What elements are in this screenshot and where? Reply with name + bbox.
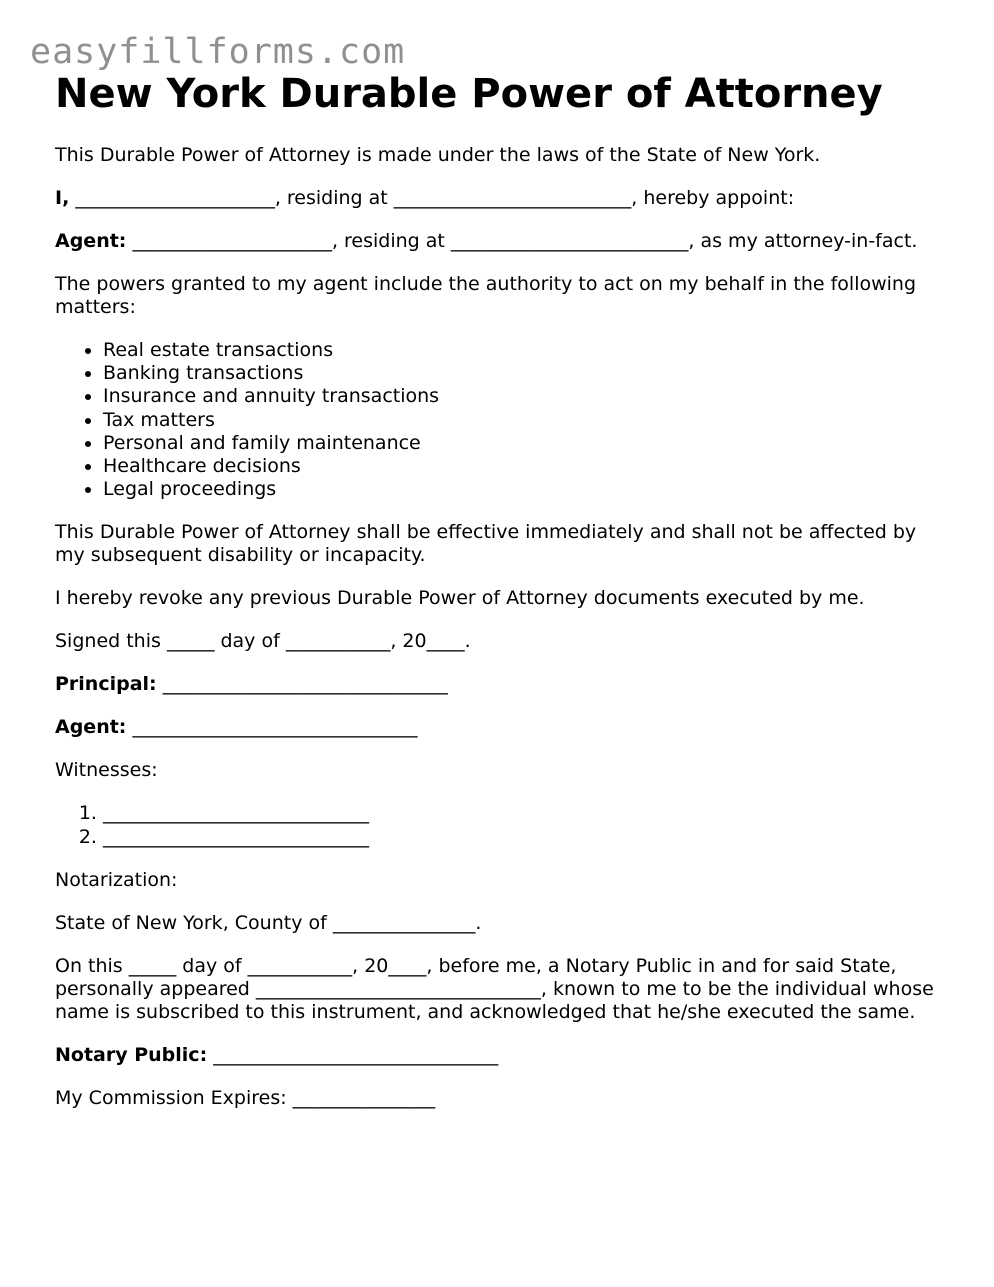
principal-line-text: _____________________, residing at _________________________, hereby appoint: <box>69 187 795 209</box>
list-item: • Legal proceedings <box>103 478 945 501</box>
county-line: State of New York, County of _______________. <box>55 911 482 934</box>
agent-signature-line <box>55 716 945 739</box>
list-item: • Banking transactions <box>103 362 945 385</box>
watermark: easyfillforms.com <box>30 32 406 72</box>
list-item: • Personal and family maintenance <box>103 432 945 455</box>
powers-intro: The powers granted to my agent include the authority to act on my behalf in the following matters: <box>55 273 917 318</box>
principal-line <box>55 187 945 210</box>
agent-line-text: _____________________, residing at _________________________, as my attorney-in-fact. <box>126 230 918 252</box>
notary-paragraph: On this _____ day of ___________, 20____, before me, a Notary Public in and for said State, personally appeared ______________________________, known to me to be the individual whose name is subscribed to this instrument, and acknowledged that he/she executed the same. <box>55 954 934 1023</box>
list-item: • Tax matters <box>103 409 945 432</box>
principal-signature-line <box>55 673 945 696</box>
notary-signature-line <box>55 1044 945 1067</box>
principal-signature-label: Principal: <box>55 673 157 696</box>
notarization-label: Notarization: <box>55 868 178 891</box>
agent-line-label: Agent: <box>55 230 127 252</box>
list-item: • Insurance and annuity transactions <box>103 385 945 408</box>
list-item: • Real estate transactions <box>103 339 945 362</box>
agent-line <box>55 230 945 253</box>
durability-paragraph: This Durable Power of Attorney shall be effective immediately and shall not be affected by my subsequent disability or incapacity. <box>55 521 917 567</box>
witnesses-label: Witnesses: <box>55 759 158 782</box>
signed-line: Signed this _____ day of ___________, 20____. <box>55 630 471 653</box>
agent-signature-blank: ______________________________ <box>126 716 418 739</box>
principal-line-label: I, <box>55 187 70 209</box>
notary-signature-label: Notary Public: <box>55 1043 208 1066</box>
list-item: 2. ____________________________ <box>103 826 945 849</box>
powers-list <box>55 339 945 501</box>
revocation-paragraph: I hereby revoke any previous Durable Power of Attorney documents executed by me. <box>55 587 865 610</box>
commission-line: My Commission Expires: _______________ <box>55 1086 436 1109</box>
principal-signature-blank: ______________________________ <box>156 673 448 696</box>
list-item: • Healthcare decisions <box>103 455 945 478</box>
intro-paragraph: This Durable Power of Attorney is made under the laws of the State of New York. <box>55 144 821 166</box>
notary-signature-blank: ______________________________ <box>207 1043 499 1066</box>
agent-signature-label: Agent: <box>55 716 127 739</box>
document-body <box>55 70 945 1110</box>
document-title: New York Durable Power of Attorney <box>55 71 883 117</box>
witnesses-list <box>55 802 945 848</box>
list-item: 1. ____________________________ <box>103 802 945 825</box>
